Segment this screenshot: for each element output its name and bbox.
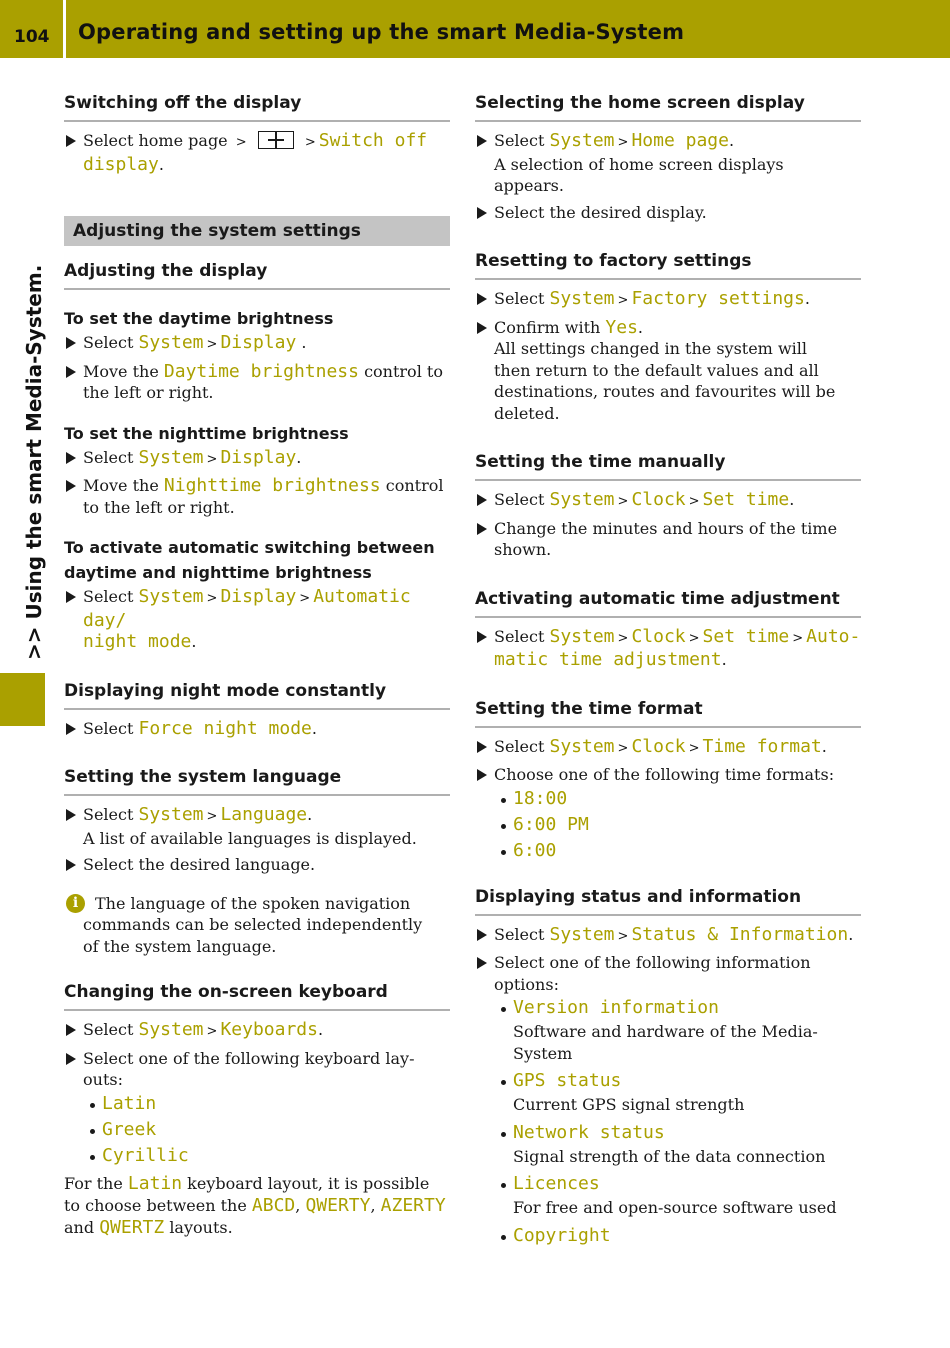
step: Select System > Display. [64, 447, 450, 471]
list-item: Version information [475, 995, 861, 1021]
section-title: Displaying status and information [475, 886, 861, 916]
list-item: Cyrillic [64, 1143, 450, 1169]
section-title: Displaying night mode constantly [64, 680, 450, 710]
right-column [475, 92, 861, 1249]
step: Select System > Status & Information. [475, 924, 861, 948]
list-item: Copyright [475, 1223, 861, 1249]
section-title: Setting the time manually [475, 451, 861, 481]
step: Select the desired display. [475, 202, 861, 224]
list-item: Licences [475, 1171, 861, 1197]
step: Select System > Clock > Set time. [475, 489, 861, 513]
step: Confirm with Yes. All settings changed in the system will then return to the default values and all destinations, routes and favourites will be deleted. [475, 317, 861, 425]
section-title: Setting the time format [475, 698, 861, 728]
section-title: Resetting to factory settings [475, 250, 861, 280]
sub-title: To set the nighttime brightness [64, 423, 349, 443]
step: Select the desired language. [64, 854, 450, 876]
step: Select System > Clock > Time format. [475, 736, 861, 760]
step: Select home page > > Switch off display. [64, 130, 450, 175]
step: Select System > Factory settings. [475, 288, 861, 312]
list-item: Latin [64, 1091, 450, 1117]
header-bar [0, 0, 950, 58]
list-item-desc: Current GPS signal strength [513, 1095, 745, 1114]
step: Select System > Display . [64, 332, 450, 356]
page-number: 104 [14, 27, 50, 47]
list-item: Greek [64, 1117, 450, 1143]
step: Select System > Home page. A selection of home screen displays appears. [475, 130, 861, 197]
list-item: 6:00 PM [475, 812, 861, 838]
info-icon: i [66, 894, 85, 913]
section-title: Setting the system language [64, 766, 450, 796]
step: Choose one of the following time formats: [475, 764, 861, 786]
chapter-heading: Adjusting the system settings [64, 216, 450, 246]
step: Change the minutes and hours of the time shown. [475, 518, 861, 561]
section-title: Adjusting the display [64, 260, 450, 290]
step: Select System > Language. A list of available languages is displayed. [64, 804, 450, 849]
section-title: Changing the on-screen keyboard [64, 981, 450, 1011]
paragraph: For the Latin keyboard layout, it is possible to choose between the ABCD, QWERTY, AZERTY and QWERTZ layouts. [64, 1172, 446, 1238]
list-item: Network status [475, 1120, 861, 1146]
section-title: Activating automatic time adjustment [475, 588, 861, 618]
section-title: Selecting the home screen display [475, 92, 861, 122]
list-item: 6:00 [475, 838, 861, 864]
list-item: GPS status [475, 1068, 861, 1094]
page-title: Operating and setting up the smart Media-System [78, 20, 685, 44]
step: Move the Daytime brightness control to the left or right. [64, 361, 450, 404]
step: Select System > Display > Automatic day/ night mode. [64, 586, 450, 653]
list-item-desc: For free and open-source software used [513, 1198, 837, 1217]
menu-term: display [83, 153, 159, 175]
step: Select one of the following keyboard lay- outs: [64, 1048, 450, 1091]
sub-title: To set the daytime brightness [64, 309, 334, 328]
side-section-label: >> Using the smart Media-System. [22, 264, 46, 660]
section-title: Switching off the display [64, 92, 450, 122]
step: Select System > Clock > Set time > Auto- matic time adjustment. [475, 626, 861, 671]
menu-term: Switch off [318, 130, 428, 151]
header-divider [63, 0, 66, 58]
step: Select one of the following information options: [475, 952, 861, 995]
list-item-desc: Software and hardware of the Media- System [513, 1022, 818, 1063]
step: Select System > Keyboards. [64, 1019, 450, 1043]
info-note: i The language of the spoken navigation commands can be selected independently of the system language. [64, 893, 450, 958]
list-item-desc: Signal strength of the data connection [513, 1146, 826, 1166]
list-item: 18:00 [475, 786, 861, 812]
left-column [64, 92, 450, 1239]
step: Select Force night mode. [64, 718, 450, 740]
sub-title: To activate automatic switching between daytime and nighttime brightness [64, 538, 435, 582]
side-tab-marker [0, 673, 45, 726]
plus-box-icon [258, 131, 294, 149]
step: Move the Nighttime brightness control to the left or right. [64, 475, 450, 518]
